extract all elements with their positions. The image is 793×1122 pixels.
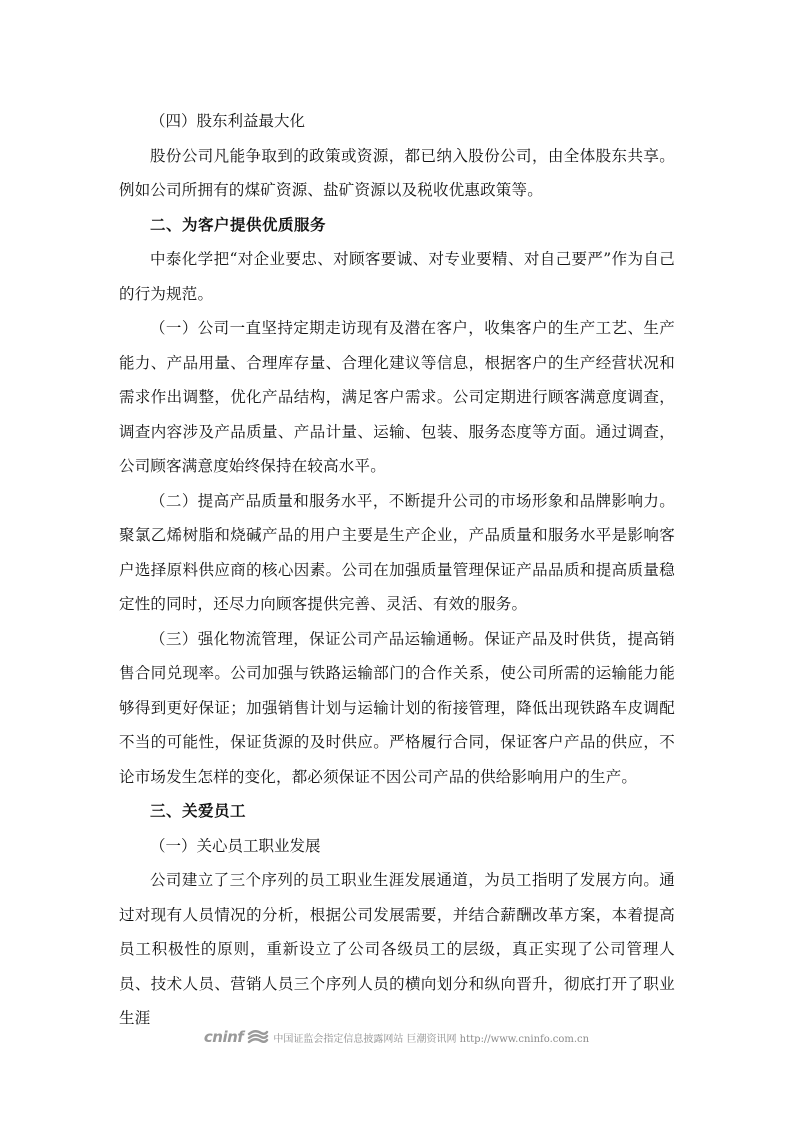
paragraph: 股份公司凡能争取到的政策或资源，都已纳入股份公司，由全体股东共享。例如公司所拥有的煤矿资源、盐矿资源以及税收优惠政策等。 <box>119 146 675 199</box>
paragraph: （二）提高产品质量和服务水平，不断提升公司的市场形象和品牌影响力。聚氯乙烯树脂和烧碱产品的用户主要是生产企业，产品质量和服务水平是影响客户选择原料供应商的核心因素。公司在加强质量管理保证产品品质和提高质量稳定性的同时，还尽力向顾客提供完善、灵活、有效的服务。 <box>119 491 675 613</box>
document-body <box>119 104 675 1036</box>
page-footer <box>0 1028 793 1046</box>
cninfo-logo-text: cninf <box>203 1028 244 1046</box>
section-subheading: （一）关心员工职业发展 <box>150 836 321 855</box>
section-heading: 三、关爱员工 <box>150 802 247 820</box>
paragraph: （三）强化物流管理，保证公司产品运输通畅。保证产品及时供货，提高销售合同兑现率。公司加强与铁路运输部门的合作关系，使公司所需的运输能力能够得到更好保证；加强销售计划与运输计划的衔接管理，降低出现铁路车皮调配不当的可能性，保证货源的及时供应。严格履行合同，保证客户产品的供应，不论市场发生怎样的变化，都必须保证不因公司产品的供给影响用户的生产。 <box>119 629 675 786</box>
cninfo-logo-icon <box>247 1029 269 1045</box>
paragraph: 公司建立了三个序列的员工职业生涯发展通道，为员工指明了发展方向。通过对现有人员情况的分析，根据公司发展需要，并结合薪酬改革方案，本着提高员工积极性的原则，重新设立了公司各级员工的层级，真正实现了公司管理人员、技术人员、营销人员三个序列人员的横向划分和纵向晋升，彻底打开了职业生涯 <box>119 871 675 1027</box>
section-heading: 二、为客户提供优质服务 <box>150 215 327 234</box>
paragraph: 中泰化学把“对企业要忠、对顾客要诚、对专业要精、对自己要严”作为自己的行为规范。 <box>119 250 675 303</box>
section-subheading: （四）股东利益最大化 <box>150 112 306 130</box>
footer-text: 中国证监会指定信息披露网站 巨潮资讯网 http://www.cninfo.com.cn <box>273 1033 590 1045</box>
paragraph: （一）公司一直坚持定期走访现有及潜在客户，收集客户的生产工艺、生产能力、产品用量、合理库存量、合理化建议等信息，根据客户的生产经营状况和需求作出调整，优化产品结构，满足客户需求。公司定期进行顾客满意度调查，调查内容涉及产品质量、产品计量、运输、包装、服务态度等方面。通过调查，公司顾客满意度始终保持在较高水平。 <box>119 319 675 475</box>
